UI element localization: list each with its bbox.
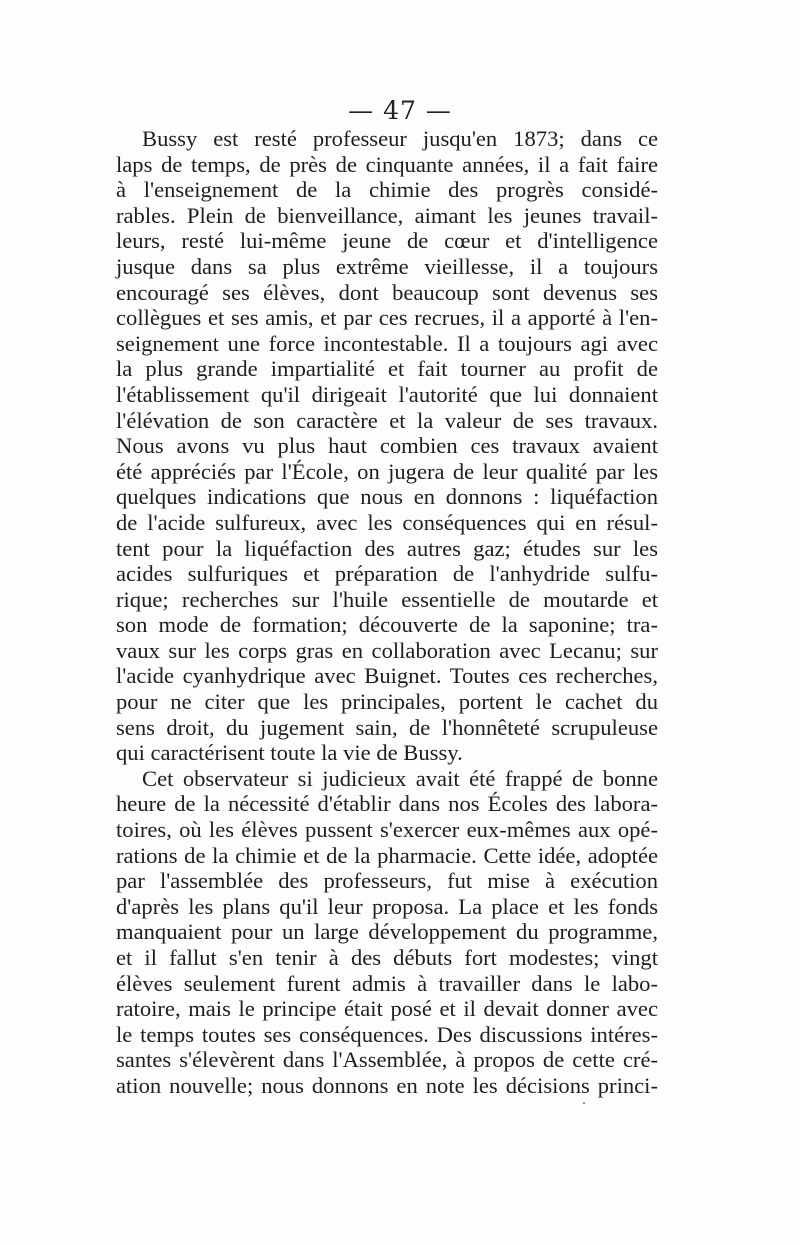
text-line: collègues et ses amis, et par ces recrues, il a apporté à l'en- [116,305,658,331]
text-line: l'élévation de son caractère et la valeur de ses travaux. [116,407,658,433]
text-line: vaux sur les corps gras en collaboration avec Lecanu; sur [116,637,658,663]
text-line: Cet observateur si judicieux avait été frappé de bonne [142,765,658,791]
text-line: Bussy est resté professeur jusqu'en 1873; dans ce [142,126,658,151]
text-line: ation nouvelle; nous donnons en note les décisions princi- [116,1072,658,1098]
text-line: à l'enseignement de la chimie des progrès considé- [116,177,658,203]
text-line: par l'assemblée des professeurs, fut mise à exécution [116,868,658,894]
text-line: l'établissement qu'il dirigeait l'autorité que lui donnaient [116,381,658,407]
text-line: l'acide cyanhydrique avec Buignet. Toutes ces recherches, [116,663,658,689]
text-line: de l'acide sulfureux, avec les conséquences qui en résul- [116,509,658,535]
text-line: manquaient pour un large développement du programme, [116,919,658,945]
text-line: toires, où les élèves pussent s'exercer eux-mêmes aux opé- [116,817,658,843]
text-line: rique; recherches sur l'huile essentielle de moutarde et [116,586,658,612]
text-line: pour ne citer que les principales, portent le cachet du [116,689,658,715]
text-line: acides sulfuriques et préparation de l'anhydride sulfu- [116,561,658,587]
text-line: son mode de formation; découverte de la saponine; tra- [116,612,658,638]
text-line: tent pour la liquéfaction des autres gaz; études sur les [116,535,658,561]
print-speck [583,1102,585,1104]
text-line: la plus grande impartialité et fait tourner au profit de [116,356,658,382]
body-text [116,126,658,1099]
text-line: ratoire, mais le principe était posé et il devait donner avec [116,996,658,1022]
text-line: d'après les plans qu'il leur proposa. La place et les fonds [116,893,658,919]
text-line: laps de temps, de près de cinquante années, il a fait faire [116,151,658,177]
paragraph-2 [116,766,658,1099]
text-line: élèves seulement furent admis à travailler dans le labo- [116,970,658,996]
page-number: — 47 — [348,96,452,125]
text-line: leurs, resté lui-même jeune de cœur et d'intelligence [116,228,658,254]
text-line: sens droit, du jugement sain, de l'honnêteté scrupuleuse [116,714,658,740]
text-line: rables. Plein de bienveillance, aimant les jeunes travail- [116,202,658,228]
paragraph-1 [116,126,658,766]
text-line: le temps toutes ses conséquences. Des discussions intéres- [116,1021,658,1047]
text-line: et il fallut s'en tenir à des débuts fort modestes; vingt [116,945,658,970]
text-line: encouragé ses élèves, dont beaucoup sont devenus ses [116,279,658,305]
text-line: qui caractérisent toute la vie de Bussy. [116,740,463,766]
text-line: santes s'élevèrent dans l'Assemblée, à propos de cette cré- [116,1047,658,1073]
text-line: Nous avons vu plus haut combien ces travaux avaient [116,433,658,459]
text-line: seignement une force incontestable. Il a toujours agi avec [116,330,658,356]
text-line: été appréciés par l'École, on jugera de leur qualité par les [116,458,658,484]
text-line: rations de la chimie et de la pharmacie. Cette idée, adoptée [116,842,658,868]
text-line: heure de la nécessité d'établir dans nos Écoles des labora- [116,791,658,817]
text-line: jusque dans sa plus extrême vieillesse, il a toujours [116,253,658,279]
text-line: quelques indications que nous en donnons : liquéfaction [116,484,658,510]
